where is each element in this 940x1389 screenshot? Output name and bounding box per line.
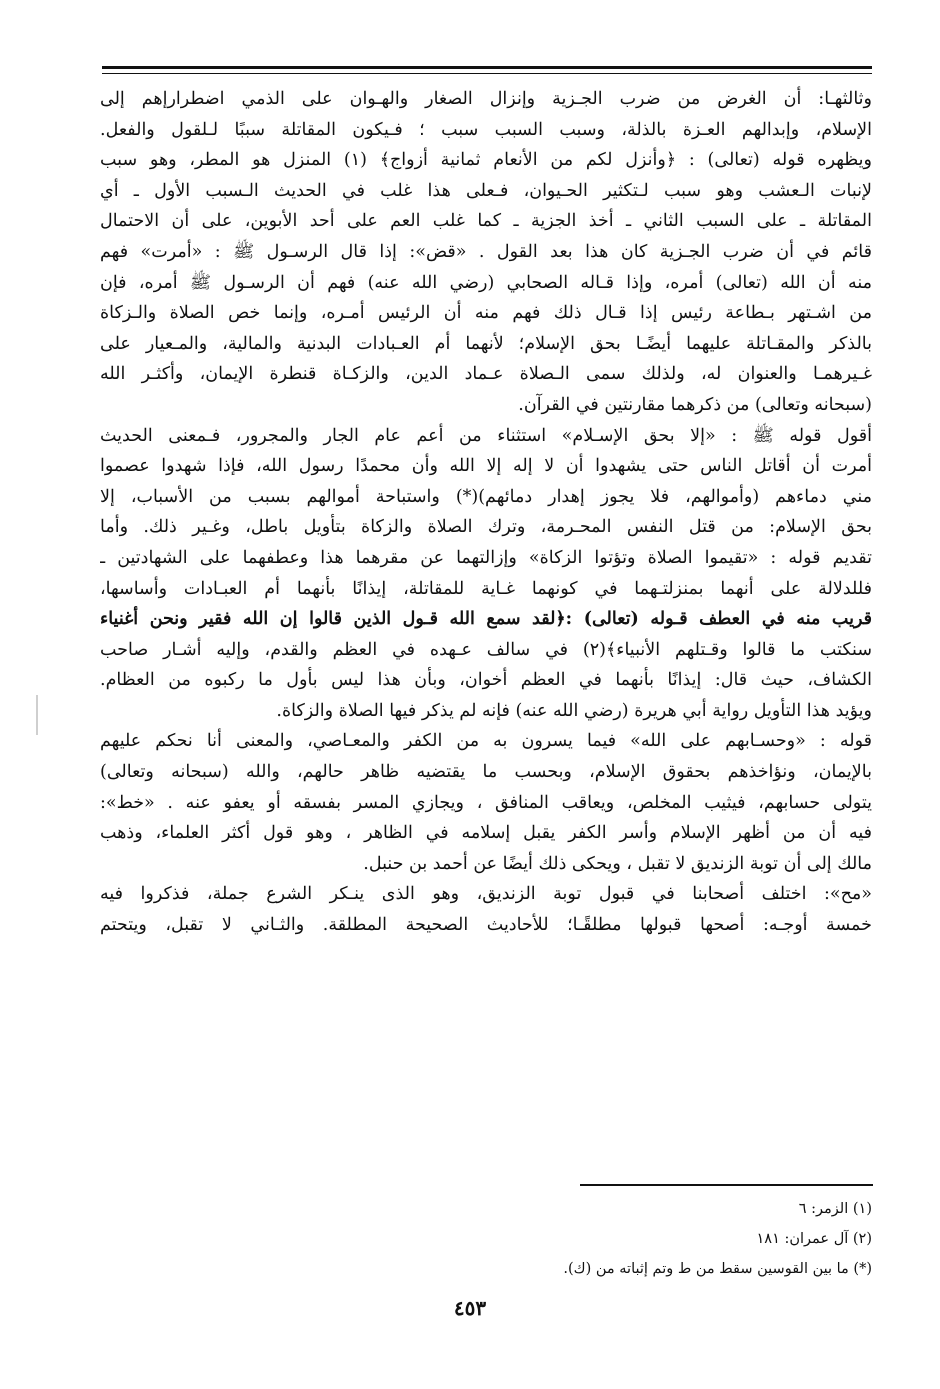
top-rule-thin	[102, 73, 872, 74]
text-line: خمسة أوجـه: أصحها قبولها مطلقًـا؛ للأحاديث الصحيحة المطلقة. والثـاني لا تقبل، ويتحتم	[100, 915, 872, 936]
paragraph-3	[100, 726, 872, 879]
text-line: ويظهره قوله (تعالى) : ﴿وأنزل لكم من الأنعام ثمانية أزواج﴾ (١) المنزل هو المطر، وهو سبب	[100, 150, 872, 171]
text-line: وثالثهـا: أن الغرض من ضرب الجـزية وإنزال الصغار والهـوان على الذمي اضطرارإهم إلى	[100, 89, 872, 109]
top-double-rule	[102, 66, 872, 78]
text-line: بحق الإسلام: من قتل النفس المحـرمة، وترك الصلاة والزكاة بتأويل باطل، وغـير ذلك. وأما	[100, 517, 872, 538]
text-line: قوله : «وحسـابهم على الله» فيما يسرون به من الكفر والمعـاصي، والمعنى أنا نحكم عليهم	[100, 731, 872, 752]
scan-edge-mark	[36, 695, 38, 735]
text-line: منه أن الله (تعالى) أمره، وإذا قـاله الصحابي (رضي الله عنه) فهم أن الرسـول ﷺ أمره، فإن	[100, 272, 872, 293]
text-line: يتولى حسابهم، فيثيب المخلص، ويعاقب المنافق ، ويجازي المسر بفسقه أو يعفو عنه . «خط»:	[100, 792, 872, 813]
text-line: المقاتلة ـ على السبب الثاني ـ أخذ الجزية ـ كما غلب العم على أحد الأبوين، على أن الاحتمال	[100, 211, 872, 232]
text-line: ويؤيد هذا التأويل رواية أبي هريرة (رضي الله عنه) فإنه لم يذكر فيها الصلاة والزكاة.	[276, 700, 872, 721]
text-line: من اشـتهر بـطاعة رئيس إذا قـال ذلك فهم منه أن الرئيس أمـره، وإنما خص الصلاة والـزكاة	[100, 303, 872, 324]
footnote: (٢) آل عمران: ١٨١	[756, 1231, 872, 1247]
text-line: أقول قوله ﷺ : «إلا بحق الإسـلام» استثناء من أعم عام الجار والمجرور، فـمعنى الحديث	[100, 425, 872, 446]
page-number: ٤٥٣	[453, 1296, 487, 1320]
text-line: «مح»: اختلف أصحابنا في قبول توبة الزنديق، وهو الذى ينـكر الشرع جملة، فذكروا فيه	[100, 884, 872, 905]
text-line: بالإيمان، ونؤاخذهم بحقوق الإسلام، وبحسب ما يقتضيه ظاهر حالهم، والله (سبحانه وتعالى)	[100, 762, 872, 783]
text-line: بالذكر والمقـاتلة عليهما أيضًـا بحق الإسلام؛ لأنهما أم العـبادات البدنية والمالية، والمـعيار على	[100, 333, 872, 354]
text-line: قريب منه في العطف قـوله (تعالى) :﴿لقد سمع الله قـول الذين قالوا إن الله فقير ونحن أغنياء	[100, 609, 872, 630]
text-line: فللدلالة على أنهما بمنزلتـهما في كونهما غـاية للمقاتلة، إيذانًا بأنهما أم العبـادات وأساسها،	[100, 578, 872, 599]
text-line: لإنبات الـعشب وهو سبب لـتكثير الحـيوان، فـعلى هذا غلب في الحديث الـسبب الأول ـ أي	[100, 180, 872, 201]
text-line: فيه أن من أظهر الإسلام وأسر الكفر يقبل إسلامه في الظاهر ، وهو قول أكثر العلماء، وذهب	[100, 823, 872, 844]
text-line: تقديم قوله : «تقيموا الصلاة وتؤتوا الزكاة» وإزالتهما عن مقرهما هذا وعطفهما على الشهادتين ـ	[100, 547, 872, 568]
paragraph-4	[100, 879, 872, 940]
main-text	[100, 84, 872, 941]
paragraph-1	[100, 84, 872, 421]
footnote: (١) الزمر: ٦	[798, 1201, 872, 1217]
text-line: مالك إلى أن توبة الزنديق لا تقبل ، ويحكى ذلك أيضًا عن أحمد بن حنبل.	[363, 853, 872, 874]
text-line: الكشاف، حيث قال: إيذانًا بأنهما في العظم أخوان، وبأن هذا ليس بأول ما ركبوه من العظام.	[100, 670, 872, 691]
text-line: سنكتب ما قالوا وقـتلهم الأنبياء﴾(٢) في سالف عـهده في العظم والقدم، وإليه أشـار صاحب	[100, 639, 872, 660]
text-line: مني دماءهم (وأموالهم، فلا يجوز إهدار دمائهم)(*) واستباحة أموالهم بسبب من الأسباب، إلا	[100, 486, 872, 507]
text-line: غـيرهمـا والعنوان له، ولذلك سمى الـصلاة عـماد الدين، والزكـاة قنطرة الإيمان، وأكثـر الله	[100, 364, 872, 385]
footnotes	[420, 1194, 872, 1284]
footnote: (*) ما بين القوسين سقط من ط وتم إثباته من (ك).	[563, 1261, 872, 1277]
text-line: الإسلام، وإبدالهم العـزة بالذلة، وسبب السبب سبب ؛ فـيكون المقاتلة سببًا لـلقول والفعل.	[100, 119, 872, 140]
text-line: أمرت أن أقاتل الناس حتى يشهدوا أن لا إله إلا الله وأن محمدًا رسول الله، فإذا شهدوا عصموا	[100, 456, 872, 477]
footnote-rule	[580, 1184, 873, 1186]
paragraph-2	[100, 421, 872, 727]
text-line: قائم في أن ضرب الجـزية كان هذا بعد القول . «قض»: إذا قال الرسـول ﷺ : «أمرت» فهم	[100, 241, 872, 262]
text-line: (سبحانه وتعالى) من ذكرهما مقارنتين في القرآن.	[518, 394, 872, 415]
top-rule-thick	[102, 66, 872, 69]
